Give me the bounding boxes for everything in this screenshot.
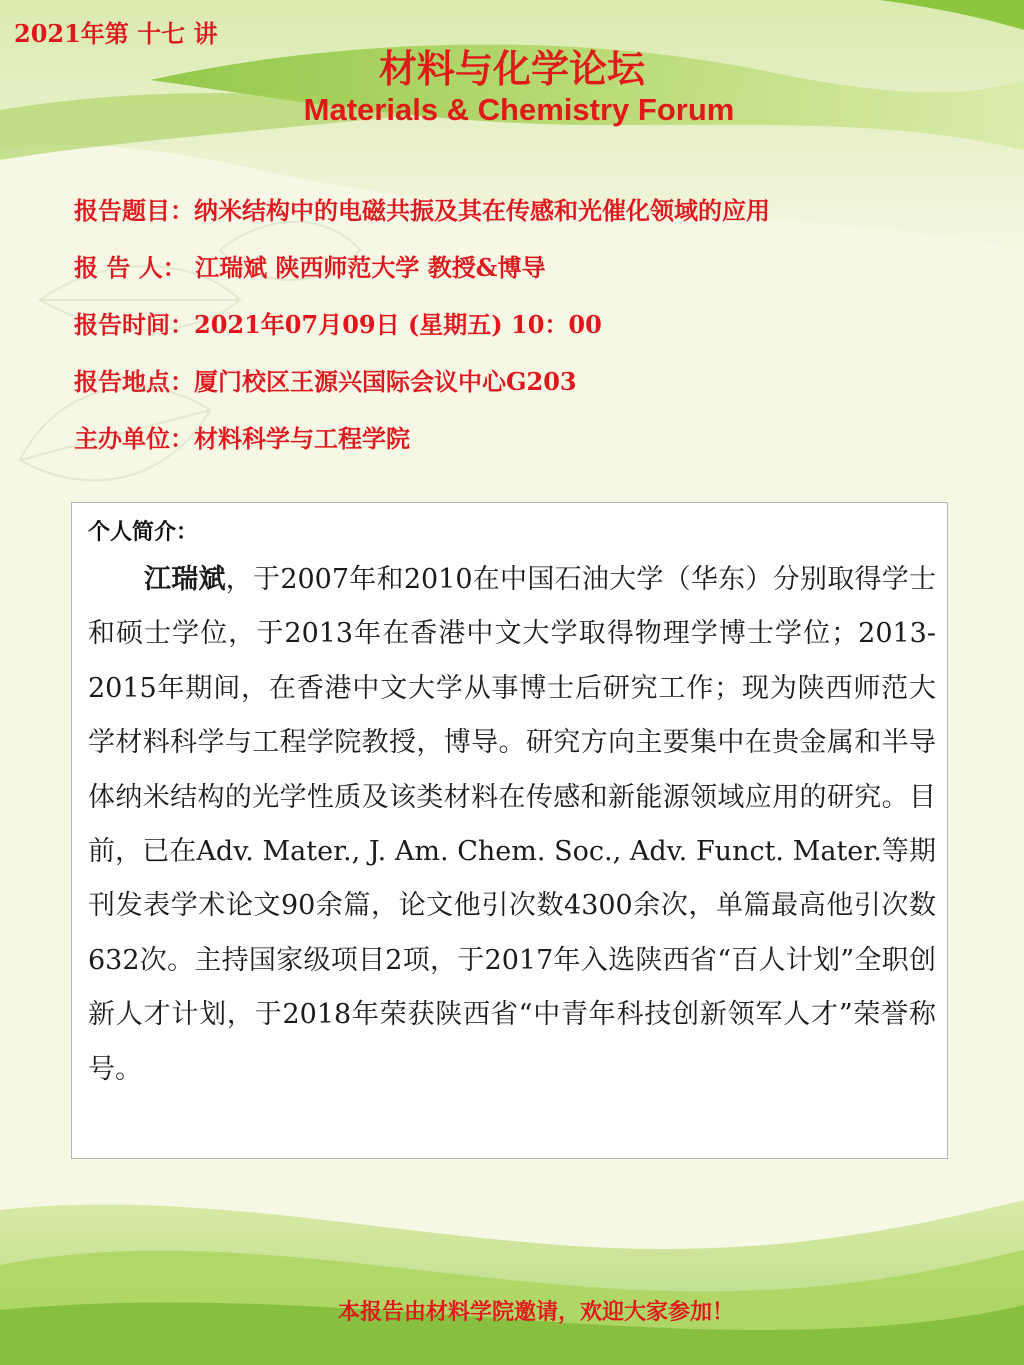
- topic-value: 纳米结构中的电磁共振及其在传感和光催化领域的应用: [194, 196, 770, 225]
- host-value: 材料科学与工程学院: [194, 424, 410, 453]
- info-host: [74, 421, 974, 478]
- speaker-value: 江瑞斌 陕西师范大学 教授&博导: [195, 253, 546, 282]
- invitation-footer: 本报告由材料学院邀请，欢迎大家参加！: [337, 1300, 734, 1325]
- bio-speaker-name: 江瑞斌: [144, 564, 226, 595]
- lecture-series-label: 2021年第 十七 讲: [14, 19, 218, 48]
- time-value: 2021年07月09日 (星期五) 10：00: [194, 310, 602, 339]
- bio-body: ，于2007年和2010在中国石油大学（华东）分别取得学士和硕士学位，于2013年在香港中文大学取得物理学博士学位；2013-2015年期间，在香港中文大学从事博士后研究工作；现为陕西师范大学材料科学与工程学院教授，博导。研究方向主要集中在贵金属和半导体纳米结构的光学性质及该类材料在传感和新能源领域应用的研究。目前，已在Adv. Mater., J. Am. Chem. Soc., Adv. Funct. Mater.等期刊发表学术论文90余篇，论文他引次数4300余次，单篇最高他引次数632次。主持国家级项目2项，于2017年入选陕西省“百人计划”全职创新人才计划，于2018年荣获陕西省“中青年科技创新领军人才”荣誉称号。: [88, 564, 936, 1085]
- bio-box: [71, 502, 948, 1159]
- topic-label: 报告题目：: [74, 196, 194, 225]
- info-place: [74, 364, 974, 421]
- info-speaker: [74, 250, 974, 307]
- forum-title-cn: 材料与化学论坛: [378, 47, 645, 91]
- talk-info: [74, 193, 974, 478]
- host-label: 主办单位：: [74, 424, 194, 453]
- bio-heading: 个人简介：: [88, 520, 199, 545]
- bio-paragraph: [88, 553, 936, 1097]
- info-topic: [74, 193, 974, 250]
- speaker-label: 报 告 人：: [74, 253, 196, 282]
- forum-title-en: Materials & Chemistry Forum: [303, 92, 735, 127]
- info-time: [74, 307, 974, 364]
- place-value: 厦门校区王源兴国际会议中心G203: [194, 367, 577, 396]
- time-label: 报告时间：: [74, 310, 194, 339]
- place-label: 报告地点：: [74, 367, 194, 396]
